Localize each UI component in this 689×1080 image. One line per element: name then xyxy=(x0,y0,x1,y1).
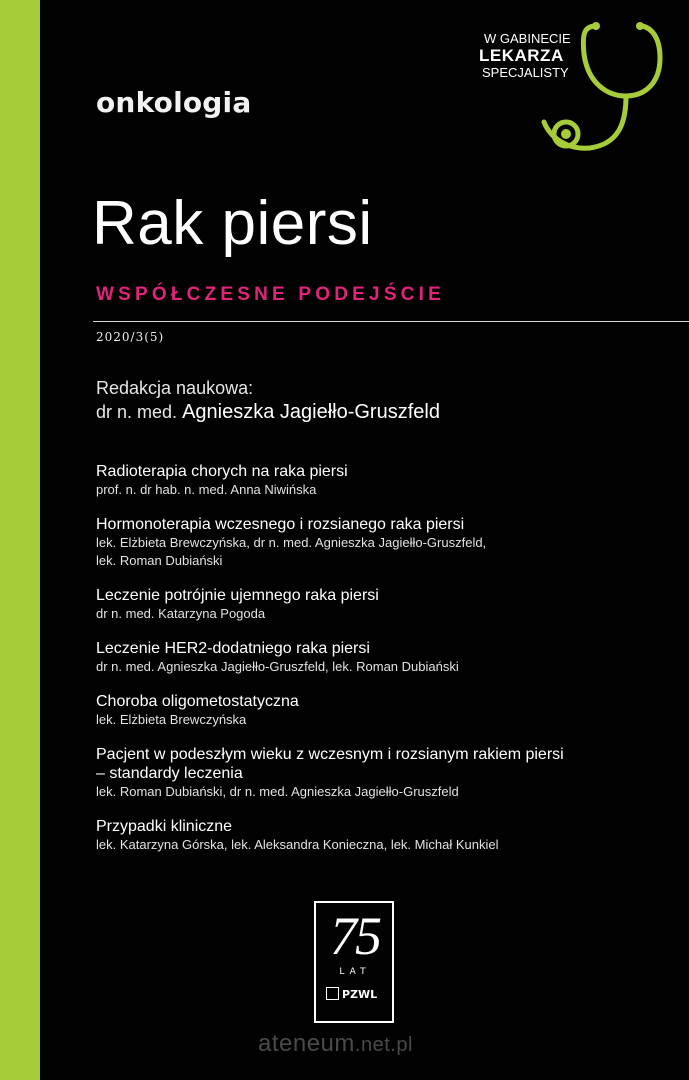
toc-item xyxy=(96,692,656,729)
table-of-contents xyxy=(96,462,656,870)
book-subtitle: WSPÓŁCZESNE PODEJŚCIE xyxy=(96,284,445,305)
badge-line-3: SPECJALISTY xyxy=(482,65,569,80)
toc-item xyxy=(96,639,656,676)
toc-item xyxy=(96,745,656,801)
toc-item-authors: prof. n. dr hab. n. med. Anna Niwińska xyxy=(96,482,317,497)
editor-label: Redakcja naukowa: xyxy=(96,378,254,398)
watermark-suffix: .net.pl xyxy=(354,1034,413,1056)
toc-item-title: Leczenie potrójnie ujemnego raka piersi xyxy=(96,587,379,604)
green-side-band xyxy=(0,0,40,1080)
editor-block xyxy=(96,376,440,424)
watermark-main: ateneum xyxy=(258,1030,355,1057)
editor-line xyxy=(96,400,440,424)
watermark xyxy=(258,1030,413,1058)
toc-item-title: Choroba oligometostatyczna xyxy=(96,693,299,710)
toc-item-authors: lek. Elżbieta Brewczyńska xyxy=(96,712,247,727)
pzwl-logo-icon xyxy=(326,987,339,1000)
toc-item xyxy=(96,586,656,623)
logo-publisher xyxy=(326,987,377,1001)
toc-item-title: Radioterapia chorych na raka piersi xyxy=(96,463,348,480)
toc-item-authors: lek. Katarzyna Górska, lek. Aleksandra Konieczna, lek. Michał Kunkiel xyxy=(96,837,499,852)
logo-lat: LAT xyxy=(339,967,371,977)
logo-number: 75 xyxy=(330,906,380,966)
toc-item-title: – standardy leczenia xyxy=(96,765,243,782)
pzwl-75-logo xyxy=(314,901,394,1023)
toc-item-title: Hormonoterapia wczesnego i rozsianego raka piersi xyxy=(96,516,465,533)
toc-item xyxy=(96,462,656,499)
series-label: onkologia xyxy=(96,86,252,119)
toc-item-authors: lek. Elżbieta Brewczyńska, dr n. med. Agnieszka Jagiełło-Gruszfeld, xyxy=(96,535,487,550)
toc-item-title: Przypadki kliniczne xyxy=(96,818,233,835)
toc-item-authors: dr n. med. Katarzyna Pogoda xyxy=(96,606,266,621)
editor-name: Agnieszka Jagiełło-Gruszfeld xyxy=(182,401,440,423)
toc-item-authors: dr n. med. Agnieszka Jagiełło-Gruszfeld, lek. Roman Dubiański xyxy=(96,659,459,674)
toc-item-authors: lek. Roman Dubiański xyxy=(96,553,223,568)
logo-publisher-name: PZWL xyxy=(342,988,378,1001)
divider-line xyxy=(93,321,689,322)
badge-line-2: LEKARZA xyxy=(479,46,564,65)
badge-line-1: W GABINECIE xyxy=(484,31,571,46)
editor-prefix: dr n. med. xyxy=(96,402,178,422)
toc-item-title: Leczenie HER2-dodatniego raka piersi xyxy=(96,640,370,657)
toc-item-authors: lek. Roman Dubiański, dr n. med. Agnieszka Jagiełło-Gruszfeld xyxy=(96,784,459,799)
series-badge xyxy=(470,30,640,81)
issue-number: 2020/3(5) xyxy=(96,330,165,344)
toc-item xyxy=(96,515,656,570)
toc-item-title: Pacjent w podeszłym wieku z wczesnym i rozsianym rakiem piersi xyxy=(96,746,564,763)
book-title: Rak piersi xyxy=(92,189,373,258)
toc-item xyxy=(96,817,656,854)
